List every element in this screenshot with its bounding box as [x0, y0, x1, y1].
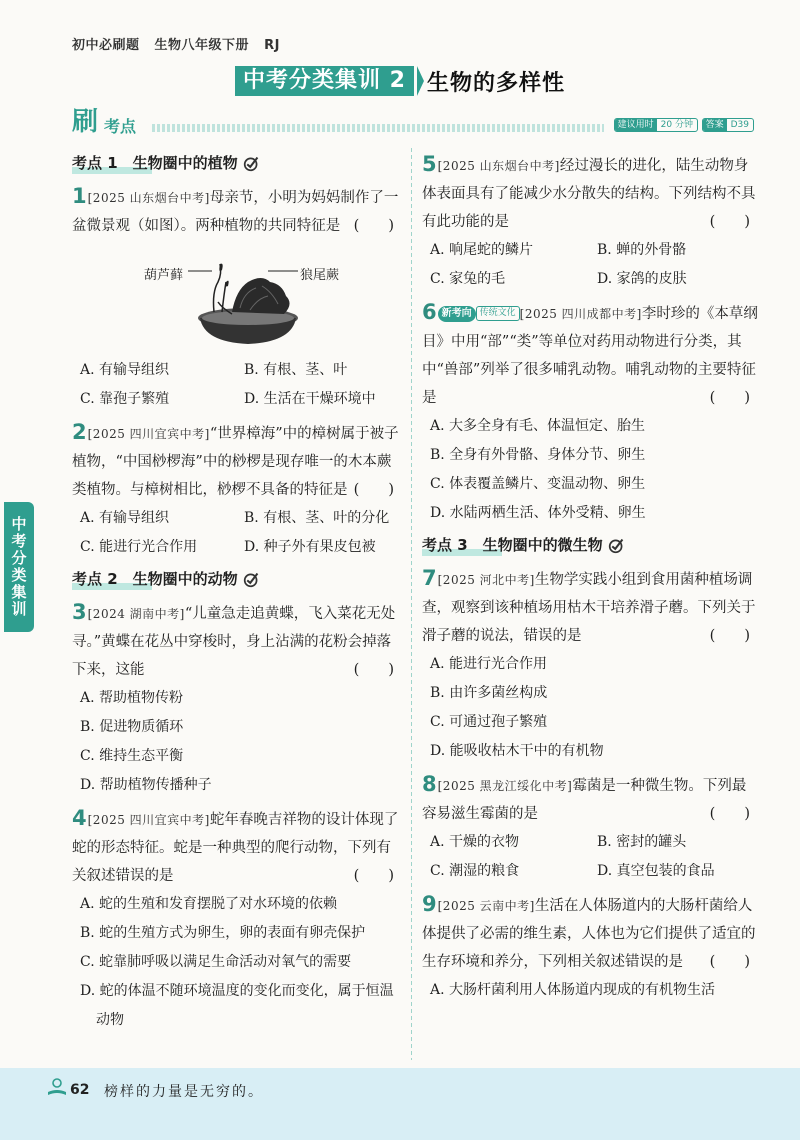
section-2-heading: 考点 2 生物圈中的动物 — [72, 566, 402, 592]
series-name: 初中必刷题 — [72, 38, 140, 53]
check-badge-icon — [243, 571, 260, 588]
edition: RJ — [264, 38, 280, 53]
section-1-heading: 考点 1 生物圈中的植物 — [72, 150, 402, 176]
question-3 — [72, 598, 402, 800]
question-9 — [422, 890, 758, 1005]
question-source: [2025 四川宜宾中考] — [87, 427, 210, 441]
figure-label-moss: 葫芦藓 — [144, 268, 184, 283]
question-source: [2025 云南中考] — [437, 899, 535, 913]
question-number: 1 — [72, 184, 87, 208]
option-d[interactable]: D. 种子外有果皮包被 — [244, 539, 376, 555]
suggested-time — [614, 118, 698, 132]
options — [422, 412, 758, 528]
question-source: [2025 山东烟台中考] — [87, 191, 210, 205]
option-c[interactable]: C. 家兔的毛 — [430, 271, 506, 287]
question-number: 8 — [422, 772, 437, 796]
question-source: [2025 四川宜宾中考] — [87, 813, 210, 827]
left-column — [72, 150, 402, 1039]
question-stem: “世界樟海”中的樟树属于被子植物，“中国桫椤海”中的桫椤是现存唯一的木本蕨类植物。与樟树相比，桫椤不具备的特征是 — [72, 426, 399, 498]
question-7 — [422, 564, 758, 766]
plant-figure — [72, 242, 402, 352]
time-value: 20 分钟 — [660, 120, 693, 130]
option-a[interactable]: A. 蛇的生殖和发育摆脱了对水环境的依赖 — [80, 896, 338, 912]
option-c[interactable]: C. 体表覆盖鳞片、变温动物、卵生 — [430, 476, 646, 492]
answer-blank[interactable]: ( ) — [709, 214, 750, 230]
option-a[interactable]: A. 响尾蛇的鳞片 — [430, 242, 534, 258]
option-a[interactable]: A. 有输导组织 — [80, 362, 170, 378]
option-b[interactable]: B. 全身有外骨骼、身体分节、卵生 — [430, 447, 646, 463]
option-c[interactable]: C. 可通过孢子繁殖 — [430, 714, 548, 730]
answer-blank[interactable]: ( ) — [709, 628, 750, 644]
book-icon — [46, 1076, 68, 1098]
check-badge-icon — [243, 155, 260, 172]
question-2 — [72, 418, 402, 562]
footer-quote: 榜样的力量是无穷的。 — [104, 1084, 264, 1100]
right-column — [422, 150, 758, 1009]
options — [72, 684, 402, 800]
question-stem: 蛇年春晚吉祥物的设计体现了蛇的形态特征。蛇是一种典型的爬行动物，下列有关叙述错误的是 — [72, 812, 399, 884]
time-key: 建议用时 — [615, 118, 657, 132]
answer-page: D39 — [730, 120, 749, 130]
option-c[interactable]: C. 潮湿的粮食 — [430, 863, 520, 879]
dotted-divider — [152, 124, 604, 132]
option-d[interactable]: D. 帮助植物传播种子 — [80, 777, 212, 793]
chapter-title — [0, 66, 800, 96]
kaodian-bar — [72, 108, 754, 136]
question-source: [2025 河北中考] — [437, 573, 535, 587]
option-b[interactable]: B. 促进物质循环 — [80, 719, 184, 735]
question-number: 9 — [422, 892, 437, 916]
check-badge-icon — [608, 537, 625, 554]
question-stem: 霉菌是一种微生物。下列最容易滋生霉菌的是 — [422, 778, 747, 822]
answer-blank[interactable]: ( ) — [353, 218, 394, 234]
option-a[interactable]: A. 干燥的衣物 — [430, 834, 520, 850]
question-stem: 李时珍的《本草纲目》中用“部”“类”等单位对药用动物进行分类，其中“兽部”列举了很多哺乳动物。哺乳动物的主要特征是 — [422, 306, 758, 406]
option-b[interactable]: B. 密封的罐头 — [597, 834, 687, 850]
page-number: 62 — [70, 1082, 90, 1098]
option-b[interactable]: B. 由许多菌丝构成 — [430, 685, 548, 701]
option-b[interactable]: B. 蝉的外骨骼 — [597, 242, 687, 258]
question-source: [2025 四川成都中考] — [519, 307, 642, 321]
question-number: 5 — [422, 152, 437, 176]
book-name: 生物八年级下册 — [154, 38, 250, 53]
question-stem: 经过漫长的进化，陆生动物身体表面具有了能减少水分散失的结构。下列结构不具有此功能的是 — [422, 158, 756, 230]
answer-blank[interactable]: ( ) — [709, 954, 750, 970]
options — [72, 356, 402, 414]
option-b[interactable]: B. 蛇的生殖方式为卵生，卵的表面有卵壳保护 — [80, 925, 366, 941]
question-stem: 生物学实践小组到食用菌种植场调查，观察到该种植场用枯木干培养滑子蘑。下列关于滑子蘑的说法，错误的是 — [422, 572, 756, 644]
answer-blank[interactable]: ( ) — [353, 868, 394, 884]
title-arrow — [417, 66, 424, 96]
question-number: 7 — [422, 566, 437, 590]
options — [422, 828, 758, 886]
option-a[interactable]: A. 大肠杆菌利用人体肠道内现成的有机物生活 — [430, 982, 716, 998]
options — [422, 976, 758, 1005]
answer-ref — [702, 118, 754, 132]
question-source: [2025 山东烟台中考] — [437, 159, 560, 173]
option-c[interactable]: C. 维持生态平衡 — [80, 748, 184, 764]
new-direction-badge: 新考向 — [438, 306, 476, 322]
option-d[interactable]: D. 真空包装的食品 — [597, 863, 715, 879]
question-stem: 母亲节，小明为妈妈制作了一盆微景观（如图）。两种植物的共同特征是 — [72, 190, 399, 234]
section-3-heading: 考点 3 生物圈中的微生物 — [422, 532, 758, 558]
option-b[interactable]: B. 有根、茎、叶的分化 — [244, 510, 390, 526]
answer-blank[interactable]: ( ) — [709, 806, 750, 822]
options — [72, 890, 402, 1035]
question-8 — [422, 770, 758, 886]
option-d[interactable]: D. 家鸽的皮肤 — [597, 271, 687, 287]
question-stem: “儿童急走追黄蝶，飞入菜花无处寻。”黄蝶在花丛中穿梭时，身上沾满的花粉会掉落下来，这能 — [72, 606, 396, 678]
question-5 — [422, 150, 758, 294]
question-number: 4 — [72, 806, 87, 830]
title-box: 中考分类集训 2 — [235, 66, 414, 96]
question-4 — [72, 804, 402, 1035]
options — [72, 504, 402, 562]
question-6 — [422, 298, 758, 528]
question-1 — [72, 182, 402, 414]
question-number: 3 — [72, 600, 87, 624]
title-main: 生物的多样性 — [426, 70, 565, 96]
option-a[interactable]: A. 有输导组织 — [80, 510, 170, 526]
question-stem: 生活在人体肠道内的大肠杆菌给人体提供了必需的维生素，人体也为它们提供了适宜的生存环境和养分，下列相关叙述错误的是 — [422, 898, 756, 970]
option-d[interactable]: D. 能吸收枯木干中的有机物 — [430, 743, 604, 759]
question-source: [2025 黑龙江绥化中考] — [437, 779, 573, 793]
side-tab: 中考分类集训 — [4, 502, 34, 632]
question-number: 2 — [72, 420, 87, 444]
answer-blank[interactable]: ( ) — [353, 662, 394, 678]
option-c[interactable]: C. 能进行光合作用 — [80, 539, 198, 555]
book-header — [72, 34, 290, 53]
brush-logo: 刷 — [72, 107, 99, 137]
question-number: 6 — [422, 300, 437, 324]
option-a[interactable]: A. 大多全身有毛、体温恒定、胎生 — [430, 418, 646, 434]
option-d[interactable]: D. 生活在干燥环境中 — [244, 391, 376, 407]
option-b[interactable]: B. 有根、茎、叶 — [244, 362, 348, 378]
figure-label-fern: 狼尾蕨 — [300, 268, 340, 283]
options — [422, 650, 758, 766]
option-a[interactable]: A. 能进行光合作用 — [430, 656, 548, 672]
kaodian-label: 考点 — [104, 117, 137, 136]
answer-blank[interactable]: ( ) — [353, 482, 394, 498]
options — [422, 236, 758, 294]
option-a[interactable]: A. 帮助植物传粉 — [80, 690, 184, 706]
question-source: [2024 湖南中考] — [87, 607, 185, 621]
topic-tag: 传统文化 — [476, 306, 520, 321]
answer-blank[interactable]: ( ) — [709, 390, 750, 406]
answer-key: 答案 — [703, 118, 727, 132]
column-divider — [411, 148, 412, 1060]
page-footer — [0, 1068, 800, 1140]
option-c[interactable]: C. 靠孢子繁殖 — [80, 391, 170, 407]
option-d[interactable]: D. 蛇的体温不随环境温度的变化而变化，属于恒温动物 — [80, 983, 394, 1028]
option-c[interactable]: C. 蛇靠肺呼吸以满足生命活动对氧气的需要 — [80, 954, 352, 970]
bonsai-illustration — [72, 242, 402, 352]
option-d[interactable]: D. 水陆两栖生活、体外受精、卵生 — [430, 505, 646, 521]
